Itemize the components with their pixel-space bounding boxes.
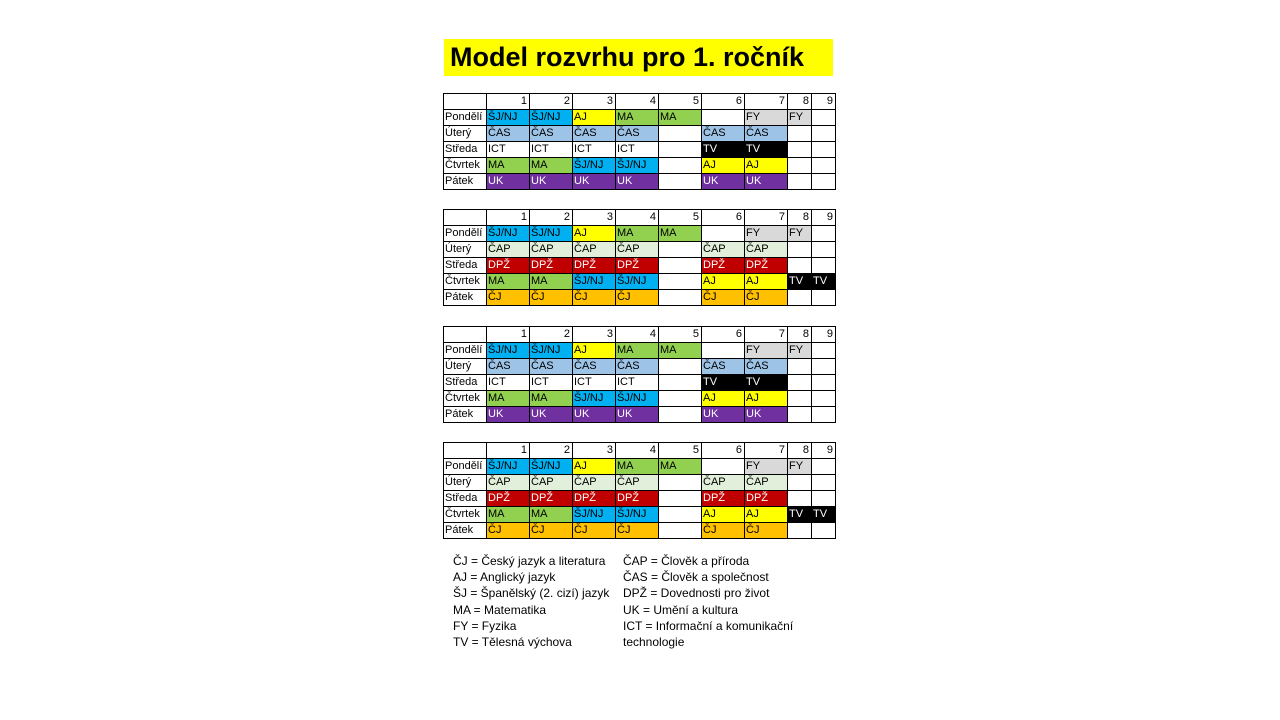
lesson-cell: FY — [745, 110, 788, 126]
lesson-cell: ČAP — [616, 242, 659, 258]
lesson-cell — [659, 126, 702, 142]
lesson-cell — [659, 274, 702, 290]
lesson-cell: MA — [616, 459, 659, 475]
lesson-cell: ČJ — [616, 290, 659, 306]
lesson-cell: ČJ — [745, 523, 788, 539]
day-label: Čtvrtek — [444, 274, 487, 290]
table-row — [444, 523, 836, 539]
lesson-cell: ICT — [616, 142, 659, 158]
day-label: Středa — [444, 142, 487, 158]
lesson-cell: ICT — [616, 375, 659, 391]
lesson-cell: ČAP — [745, 242, 788, 258]
day-label: Pondělí — [444, 459, 487, 475]
lesson-cell: UK — [745, 407, 788, 423]
lesson-cell: DPŽ — [573, 258, 616, 274]
lesson-cell: ČAP — [530, 242, 573, 258]
lesson-cell: AJ — [702, 391, 745, 407]
lesson-cell — [659, 491, 702, 507]
lesson-cell — [812, 226, 836, 242]
lesson-cell — [702, 459, 745, 475]
lesson-cell: UK — [530, 407, 573, 423]
lesson-cell: ČJ — [616, 523, 659, 539]
lesson-cell: MA — [616, 226, 659, 242]
lesson-cell: AJ — [702, 158, 745, 174]
period-header: 1 — [487, 210, 530, 226]
period-header: 1 — [487, 327, 530, 343]
lesson-cell: ČAS — [487, 359, 530, 375]
lesson-cell: ČAP — [573, 475, 616, 491]
lesson-cell: ČAS — [530, 359, 573, 375]
legend-item: ČAP = Člověk a příroda — [623, 554, 750, 568]
lesson-cell — [788, 290, 812, 306]
lesson-cell: UK — [573, 407, 616, 423]
lesson-cell — [812, 343, 836, 359]
lesson-cell: ŠJ/NJ — [530, 343, 573, 359]
lesson-cell: ICT — [573, 142, 616, 158]
lesson-cell: AJ — [745, 391, 788, 407]
lesson-cell: ČAP — [616, 475, 659, 491]
lesson-cell: ČJ — [530, 523, 573, 539]
lesson-cell: AJ — [573, 459, 616, 475]
lesson-cell: MA — [487, 158, 530, 174]
lesson-cell — [659, 158, 702, 174]
lesson-cell: ŠJ/NJ — [487, 459, 530, 475]
lesson-cell — [659, 407, 702, 423]
day-label: Úterý — [444, 242, 487, 258]
lesson-cell — [812, 359, 836, 375]
table-row — [444, 343, 836, 359]
lesson-cell — [812, 174, 836, 190]
lesson-cell — [659, 142, 702, 158]
lesson-cell: DPŽ — [487, 491, 530, 507]
lesson-cell — [659, 523, 702, 539]
legend-item: UK = Umění a kultura — [623, 602, 739, 617]
lesson-cell: ŠJ/NJ — [573, 274, 616, 290]
lesson-cell: MA — [616, 110, 659, 126]
lesson-cell: UK — [573, 174, 616, 190]
lesson-cell: DPŽ — [487, 258, 530, 274]
lesson-cell — [788, 174, 812, 190]
lesson-cell: ČJ — [487, 523, 530, 539]
period-header: 9 — [812, 94, 836, 110]
period-header: 8 — [788, 94, 812, 110]
lesson-cell: DPŽ — [616, 258, 659, 274]
lesson-cell: ŠJ/NJ — [530, 110, 573, 126]
lesson-cell — [788, 126, 812, 142]
lesson-cell: DPŽ — [702, 258, 745, 274]
lesson-cell: UK — [702, 174, 745, 190]
lesson-cell: ICT — [487, 142, 530, 158]
lesson-cell — [812, 142, 836, 158]
period-header: 2 — [530, 94, 573, 110]
period-header: 4 — [616, 327, 659, 343]
lesson-cell — [659, 242, 702, 258]
lesson-cell: AJ — [702, 507, 745, 523]
lesson-cell: FY — [788, 226, 812, 242]
lesson-cell: AJ — [573, 226, 616, 242]
lesson-cell: MA — [530, 158, 573, 174]
table-row — [444, 375, 836, 391]
lesson-cell: UK — [616, 174, 659, 190]
period-header: 5 — [659, 94, 702, 110]
legend-right — [623, 553, 808, 650]
lesson-cell: ČAP — [702, 242, 745, 258]
lesson-cell: TV — [702, 375, 745, 391]
table-row — [444, 507, 836, 523]
table-row — [444, 142, 836, 158]
table-row — [444, 491, 836, 507]
day-label: Pondělí — [444, 110, 487, 126]
lesson-cell: ČAP — [530, 475, 573, 491]
table-row — [444, 459, 836, 475]
lesson-cell: ICT — [487, 375, 530, 391]
period-header: 4 — [616, 94, 659, 110]
period-header: 2 — [530, 210, 573, 226]
period-header: 6 — [702, 210, 745, 226]
lesson-cell: UK — [702, 407, 745, 423]
corner-cell — [444, 443, 487, 459]
legend-item: ICT = Informační a komunikační technologie — [623, 618, 794, 650]
lesson-cell: DPŽ — [616, 491, 659, 507]
lesson-cell: MA — [659, 459, 702, 475]
period-header: 6 — [702, 443, 745, 459]
period-header: 6 — [702, 327, 745, 343]
table-row — [444, 274, 836, 290]
period-header: 3 — [573, 94, 616, 110]
period-header: 7 — [745, 327, 788, 343]
lesson-cell: ČJ — [487, 290, 530, 306]
lesson-cell: MA — [487, 274, 530, 290]
corner-cell — [444, 327, 487, 343]
legend-item: ČJ = Český jazyk a literatura — [453, 554, 606, 568]
header-row — [444, 94, 836, 110]
lesson-cell — [702, 226, 745, 242]
period-header: 7 — [745, 94, 788, 110]
period-header: 5 — [659, 210, 702, 226]
lesson-cell — [788, 523, 812, 539]
legend-item: FY = Fyzika — [453, 618, 517, 633]
corner-cell — [444, 94, 487, 110]
lesson-cell: ČJ — [530, 290, 573, 306]
lesson-cell — [788, 491, 812, 507]
period-header: 2 — [530, 443, 573, 459]
lesson-cell — [812, 242, 836, 258]
period-header: 9 — [812, 443, 836, 459]
lesson-cell: UK — [487, 174, 530, 190]
period-header: 6 — [702, 94, 745, 110]
lesson-cell: ŠJ/NJ — [573, 391, 616, 407]
day-label: Čtvrtek — [444, 391, 487, 407]
period-header: 3 — [573, 443, 616, 459]
lesson-cell: DPŽ — [745, 491, 788, 507]
lesson-cell: ICT — [573, 375, 616, 391]
lesson-cell: ČAS — [702, 126, 745, 142]
lesson-cell: ČAP — [573, 242, 616, 258]
period-header: 8 — [788, 443, 812, 459]
legend-item: DPŽ = Dovednosti pro život — [623, 586, 770, 601]
lesson-cell: UK — [530, 174, 573, 190]
lesson-cell: ČAS — [745, 359, 788, 375]
lesson-cell: ČJ — [702, 523, 745, 539]
lesson-cell: ČAP — [487, 475, 530, 491]
lesson-cell: TV — [812, 507, 836, 523]
table-row — [444, 242, 836, 258]
lesson-cell — [788, 258, 812, 274]
lesson-cell — [659, 391, 702, 407]
lesson-cell: FY — [788, 343, 812, 359]
lesson-cell — [659, 359, 702, 375]
period-header: 1 — [487, 94, 530, 110]
lesson-cell: ČJ — [573, 290, 616, 306]
lesson-cell: MA — [659, 110, 702, 126]
lesson-cell — [659, 258, 702, 274]
period-header: 1 — [487, 443, 530, 459]
lesson-cell: TV — [788, 274, 812, 290]
lesson-cell: DPŽ — [530, 491, 573, 507]
lesson-cell: ŠJ/NJ — [487, 343, 530, 359]
period-header: 9 — [812, 327, 836, 343]
lesson-cell — [812, 391, 836, 407]
lesson-cell: AJ — [745, 507, 788, 523]
lesson-cell: ČAS — [616, 359, 659, 375]
day-label: Pátek — [444, 174, 487, 190]
legend-item: ČAS = Člověk a společnost — [623, 570, 769, 585]
lesson-cell: ŠJ/NJ — [530, 459, 573, 475]
legend-item: AJ = Anglický jazyk — [453, 570, 556, 585]
day-label: Středa — [444, 258, 487, 274]
period-header: 2 — [530, 327, 573, 343]
lesson-cell: ČAP — [702, 475, 745, 491]
lesson-cell: ČAP — [487, 242, 530, 258]
lesson-cell — [812, 475, 836, 491]
day-label: Pondělí — [444, 226, 487, 242]
lesson-cell: MA — [659, 226, 702, 242]
lesson-cell: MA — [616, 343, 659, 359]
period-header: 3 — [573, 327, 616, 343]
lesson-cell: ČJ — [702, 290, 745, 306]
lesson-cell: ŠJ/NJ — [616, 507, 659, 523]
lesson-cell: TV — [702, 142, 745, 158]
table-row — [444, 126, 836, 142]
lesson-cell: AJ — [573, 343, 616, 359]
period-header: 9 — [812, 210, 836, 226]
lesson-cell — [702, 343, 745, 359]
period-header: 4 — [616, 443, 659, 459]
lesson-cell: ŠJ/NJ — [487, 226, 530, 242]
timetable — [443, 442, 836, 539]
lesson-cell: ČAS — [702, 359, 745, 375]
lesson-cell — [812, 110, 836, 126]
lesson-cell: FY — [745, 459, 788, 475]
header-row — [444, 327, 836, 343]
lesson-cell: UK — [745, 174, 788, 190]
lesson-cell — [788, 407, 812, 423]
table-row — [444, 174, 836, 190]
lesson-cell: DPŽ — [745, 258, 788, 274]
lesson-cell: TV — [812, 274, 836, 290]
lesson-cell — [788, 359, 812, 375]
lesson-cell — [812, 491, 836, 507]
period-header: 3 — [573, 210, 616, 226]
lesson-cell: ŠJ/NJ — [616, 274, 659, 290]
lesson-cell — [812, 407, 836, 423]
period-header: 8 — [788, 210, 812, 226]
lesson-cell: FY — [745, 226, 788, 242]
lesson-cell: MA — [487, 507, 530, 523]
lesson-cell: FY — [745, 343, 788, 359]
lesson-cell — [788, 391, 812, 407]
day-label: Úterý — [444, 475, 487, 491]
lesson-cell — [812, 459, 836, 475]
day-label: Čtvrtek — [444, 507, 487, 523]
day-label: Pondělí — [444, 343, 487, 359]
lesson-cell: ČAS — [487, 126, 530, 142]
lesson-cell: MA — [530, 507, 573, 523]
table-row — [444, 290, 836, 306]
period-header: 5 — [659, 327, 702, 343]
table-row — [444, 407, 836, 423]
lesson-cell — [812, 158, 836, 174]
day-label: Pátek — [444, 290, 487, 306]
lesson-cell: TV — [745, 375, 788, 391]
period-header: 7 — [745, 443, 788, 459]
lesson-cell: ŠJ/NJ — [530, 226, 573, 242]
lesson-cell: UK — [616, 407, 659, 423]
lesson-cell: ŠJ/NJ — [616, 158, 659, 174]
page-title: Model rozvrhu pro 1. ročník — [444, 39, 833, 76]
day-label: Úterý — [444, 126, 487, 142]
lesson-cell — [812, 375, 836, 391]
lesson-cell — [812, 290, 836, 306]
table-row — [444, 258, 836, 274]
legend-item: MA = Matematika — [453, 602, 547, 617]
lesson-cell: ČAS — [745, 126, 788, 142]
table-row — [444, 110, 836, 126]
lesson-cell — [788, 158, 812, 174]
lesson-cell: ČJ — [745, 290, 788, 306]
lesson-cell — [788, 242, 812, 258]
lesson-cell: ČJ — [573, 523, 616, 539]
lesson-cell: DPŽ — [573, 491, 616, 507]
day-label: Pátek — [444, 523, 487, 539]
lesson-cell: ŠJ/NJ — [573, 507, 616, 523]
timetable — [443, 326, 836, 423]
header-row — [444, 210, 836, 226]
lesson-cell: MA — [487, 391, 530, 407]
lesson-cell — [659, 507, 702, 523]
period-header: 7 — [745, 210, 788, 226]
lesson-cell: TV — [745, 142, 788, 158]
lesson-cell — [659, 290, 702, 306]
lesson-cell: ICT — [530, 375, 573, 391]
lesson-cell: ŠJ/NJ — [616, 391, 659, 407]
lesson-cell: ČAS — [573, 359, 616, 375]
lesson-cell: TV — [788, 507, 812, 523]
lesson-cell — [702, 110, 745, 126]
period-header: 8 — [788, 327, 812, 343]
timetable — [443, 209, 836, 306]
lesson-cell: ČAP — [745, 475, 788, 491]
legend-item: TV = Tělesná výchova — [453, 635, 572, 650]
lesson-cell: MA — [530, 391, 573, 407]
lesson-cell: ŠJ/NJ — [487, 110, 530, 126]
legend-left — [453, 553, 618, 650]
table-row — [444, 226, 836, 242]
lesson-cell — [788, 475, 812, 491]
lesson-cell: ICT — [530, 142, 573, 158]
lesson-cell: AJ — [573, 110, 616, 126]
table-row — [444, 158, 836, 174]
lesson-cell: ČAS — [616, 126, 659, 142]
lesson-cell: UK — [487, 407, 530, 423]
header-row — [444, 443, 836, 459]
day-label: Středa — [444, 375, 487, 391]
lesson-cell: ČAS — [573, 126, 616, 142]
period-header: 4 — [616, 210, 659, 226]
lesson-cell: FY — [788, 110, 812, 126]
lesson-cell — [788, 375, 812, 391]
lesson-cell — [659, 375, 702, 391]
legend-item: ŠJ = Španělský (2. cizí) jazyk — [453, 586, 610, 601]
table-row — [444, 359, 836, 375]
lesson-cell — [812, 523, 836, 539]
day-label: Středa — [444, 491, 487, 507]
lesson-cell: AJ — [745, 158, 788, 174]
day-label: Úterý — [444, 359, 487, 375]
timetable — [443, 93, 836, 190]
lesson-cell: FY — [788, 459, 812, 475]
lesson-cell: DPŽ — [702, 491, 745, 507]
day-label: Pátek — [444, 407, 487, 423]
lesson-cell: ŠJ/NJ — [573, 158, 616, 174]
lesson-cell — [812, 258, 836, 274]
table-row — [444, 475, 836, 491]
lesson-cell: AJ — [702, 274, 745, 290]
corner-cell — [444, 210, 487, 226]
lesson-cell: MA — [530, 274, 573, 290]
lesson-cell: ČAS — [530, 126, 573, 142]
period-header: 5 — [659, 443, 702, 459]
lesson-cell — [812, 126, 836, 142]
lesson-cell — [659, 174, 702, 190]
lesson-cell — [788, 142, 812, 158]
lesson-cell: AJ — [745, 274, 788, 290]
lesson-cell: DPŽ — [530, 258, 573, 274]
table-row — [444, 391, 836, 407]
lesson-cell: MA — [659, 343, 702, 359]
lesson-cell — [659, 475, 702, 491]
day-label: Čtvrtek — [444, 158, 487, 174]
